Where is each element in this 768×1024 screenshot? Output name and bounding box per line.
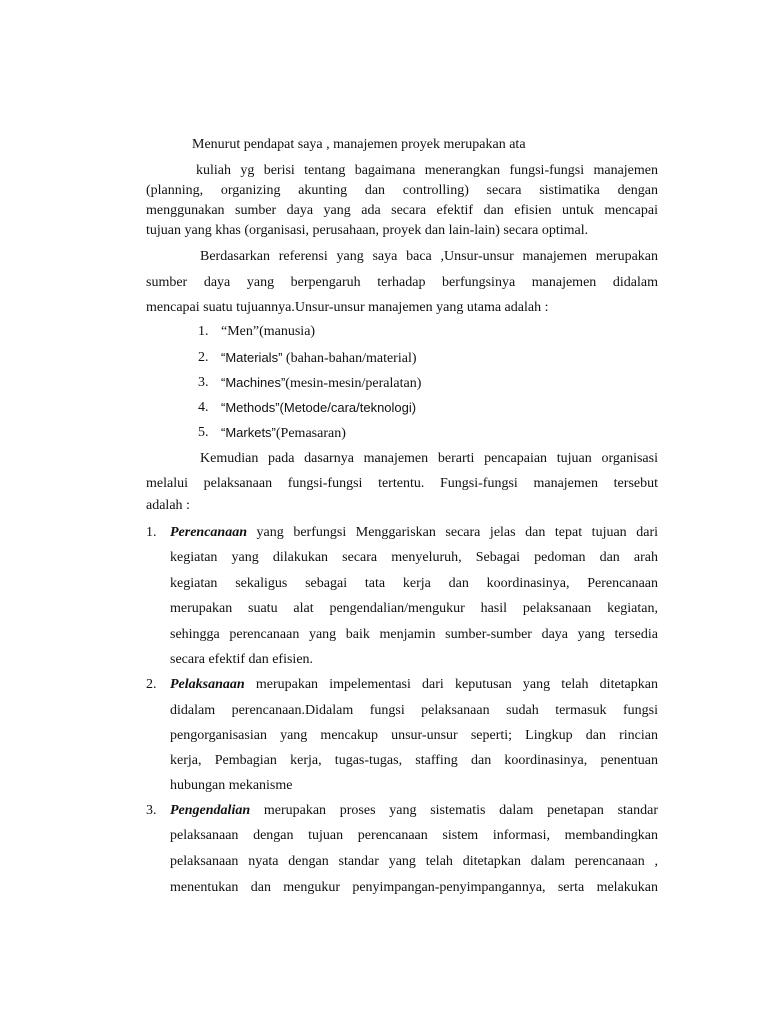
unsur-number: 1. bbox=[198, 324, 209, 339]
intro-line: (planning, organizing akunting dan controlling) secara sistimatika dengan bbox=[146, 183, 658, 198]
fungsi-term: Pengendalian bbox=[170, 803, 251, 818]
intro-line: kuliah yg berisi tentang bagaimana menerangkan fungsi-fungsi manajemen bbox=[196, 163, 658, 178]
intro-heading: Menurut pendapat saya , manajemen proyek merupakan ata bbox=[192, 137, 526, 152]
fungsi-line: didalam perencanaan.Didalam fungsi pelaksanaan sudah termasuk fungsi bbox=[170, 703, 658, 718]
unsur-term: “Methods” bbox=[221, 400, 280, 415]
list-item bbox=[221, 324, 315, 340]
list-item bbox=[221, 400, 416, 416]
fungsi-number: 3. bbox=[146, 803, 157, 818]
unsur-term: “Men” bbox=[221, 324, 260, 339]
fungsi-line: merupakan suatu alat pengendalian/mengukur hasil pelaksanaan kegiatan, bbox=[170, 601, 658, 616]
fungsi-line: Kemudian pada dasarnya manajemen berarti pencapaian tujuan organisasi bbox=[200, 451, 658, 466]
list-item bbox=[221, 375, 421, 392]
list-item: Perencanaan yang berfungsi Menggariskan secara jelas dan tepat tujuan dari bbox=[170, 525, 658, 540]
fungsi-line: kegiatan yang dilakukan secara menyeluruh, Sebagai pedoman dan arah bbox=[170, 550, 658, 565]
intro-line: menggunakan sumber daya yang ada secara efektif dan efisien untuk mencapai bbox=[146, 203, 658, 218]
unsur-line: mencapai suatu tujuannya.Unsur-unsur manajemen yang utama adalah : bbox=[146, 300, 549, 315]
fungsi-line: kegiatan sekaligus sebagai tata kerja dan koordinasinya, Perencanaan bbox=[170, 576, 658, 591]
list-item: Pelaksanaan merupakan impelementasi dari keputusan yang telah ditetapkan bbox=[170, 677, 658, 692]
unsur-desc: (manusia) bbox=[259, 324, 316, 339]
unsur-number: 5. bbox=[198, 425, 209, 440]
fungsi-line: adalah : bbox=[146, 498, 190, 513]
list-item: Pengendalian merupakan proses yang sistematis dalam penetapan standar bbox=[170, 803, 658, 818]
fungsi-line: secara efektif dan efisien. bbox=[170, 652, 314, 667]
unsur-number: 2. bbox=[198, 350, 209, 365]
fungsi-line: melalui pelaksanaan fungsi-fungsi tertentu. Fungsi-fungsi manajemen tersebut bbox=[146, 476, 658, 491]
list-item bbox=[221, 425, 346, 442]
unsur-number: 4. bbox=[198, 400, 209, 415]
unsur-term: “Markets” bbox=[221, 425, 276, 440]
fungsi-line: pengorganisasian yang mencakup unsur-unsur seperti; Lingkup dan rincian bbox=[170, 728, 658, 743]
unsur-line: sumber daya yang berpengaruh terhadap berfungsinya manajemen didalam bbox=[146, 275, 658, 290]
fungsi-line: pelaksanaan nyata dengan standar yang telah ditetapkan dalam perencanaan , bbox=[170, 854, 658, 869]
fungsi-line: pelaksanaan dengan tujuan perencanaan sistem informasi, membandingkan bbox=[170, 828, 658, 843]
unsur-desc: (mesin-mesin/peralatan) bbox=[285, 376, 422, 391]
fungsi-line: kerja, Pembagian kerja, tugas-tugas, staffing dan koordinasinya, penentuan bbox=[170, 753, 658, 768]
fungsi-term: Perencanaan bbox=[170, 525, 247, 540]
fungsi-number: 1. bbox=[146, 525, 157, 540]
list-item bbox=[221, 350, 417, 367]
unsur-term: “Machines” bbox=[221, 375, 286, 390]
unsur-line: Berdasarkan referensi yang saya baca ,Unsur-unsur manajemen merupakan bbox=[200, 249, 658, 264]
intro-line: tujuan yang khas (organisasi, perusahaan, proyek dan lain-lain) secara optimal. bbox=[146, 223, 589, 238]
fungsi-line: hubungan mekanisme bbox=[170, 778, 293, 793]
fungsi-number: 2. bbox=[146, 677, 157, 692]
unsur-desc: (bahan-bahan/material) bbox=[282, 351, 417, 366]
unsur-desc: (Metode/cara/teknologi) bbox=[279, 400, 417, 415]
unsur-desc: (Pemasaran) bbox=[275, 426, 346, 441]
unsur-term: “Materials” bbox=[221, 350, 283, 365]
fungsi-term: Pelaksanaan bbox=[170, 677, 245, 692]
fungsi-line: sehingga perencanaan yang baik menjamin sumber-sumber daya yang tersedia bbox=[170, 627, 658, 642]
unsur-number: 3. bbox=[198, 375, 209, 390]
fungsi-line: menentukan dan mengukur penyimpangan-penyimpangannya, serta melakukan bbox=[170, 880, 658, 895]
